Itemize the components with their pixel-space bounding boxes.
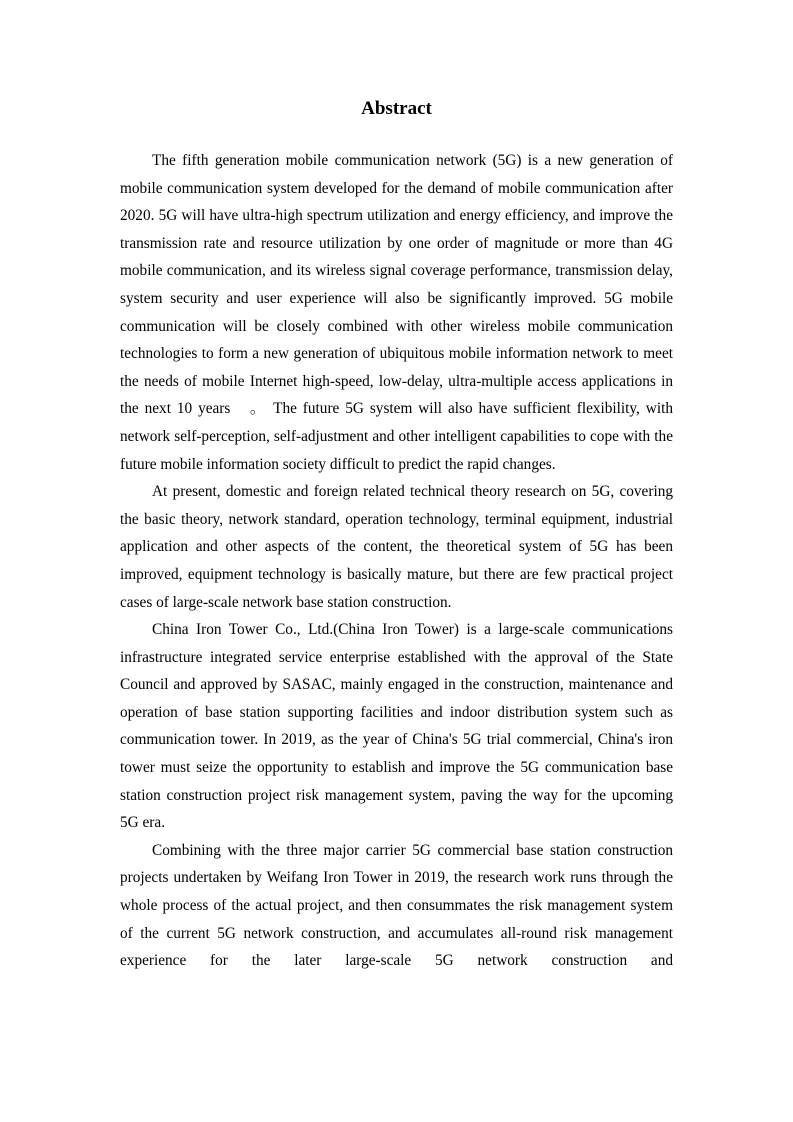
abstract-body — [120, 147, 673, 975]
page-title: Abstract — [361, 98, 432, 119]
paragraph-research-status: At present, domestic and foreign related technical theory research on 5G, covering the basic theory, network standard, operation technology, terminal equipment, industrial application and other aspects of the content, the theoretical system of 5G has been improved, equipment technology is basically mature, but there are few practical project cases of large-scale network base station construction. — [120, 483, 673, 611]
paragraph-weifang-project: Combining with the three major carrier 5G commercial base station construction projects undertaken by Weifang Iron Tower in 2019, the research work runs through the whole process of the actual project, and then consummates the risk management system of the current 5G network construction, and accumulates all-round risk management experience for the later large-scale 5G network construction and — [120, 841, 673, 970]
paragraph-china-iron-tower: China Iron Tower Co., Ltd.(China Iron Tower) is a large-scale communications infrastructure integrated service enterprise established with the approval of the State Council and approved by SASAC, mainly engaged in the construction, maintenance and operation of base station supporting facilities and indoor distribution system such as communication tower. In 2019, as the year of China's 5G trial commercial, China's iron tower must seize the opportunity to establish and improve the 5G communication base station construction project risk management system, paving the way for the upcoming 5G era. — [120, 621, 673, 832]
paragraph-5g-overview: The fifth generation mobile communication network (5G) is a new generation of mobile communication system developed for the demand of mobile communication after 2020. 5G will have ultra-high spectrum utilization and energy efficiency, and improve the transmission rate and resource utilization by one order of magnitude or more than 4G mobile communication, and its wireless signal coverage performance, transmission delay, system security and user experience will also be significantly improved. 5G mobile communication will be closely combined with other wireless mobile communication technologies to form a new generation of ubiquitous mobile information network to meet the needs of mobile Internet high-speed, low-delay, ultra-multiple access applications in the next 10 years 。 The future 5G system will also have sufficient flexibility, with network self-perception, self-adjustment and other intelligent capabilities to cope with the future mobile information society difficult to predict the rapid changes. — [120, 152, 673, 473]
